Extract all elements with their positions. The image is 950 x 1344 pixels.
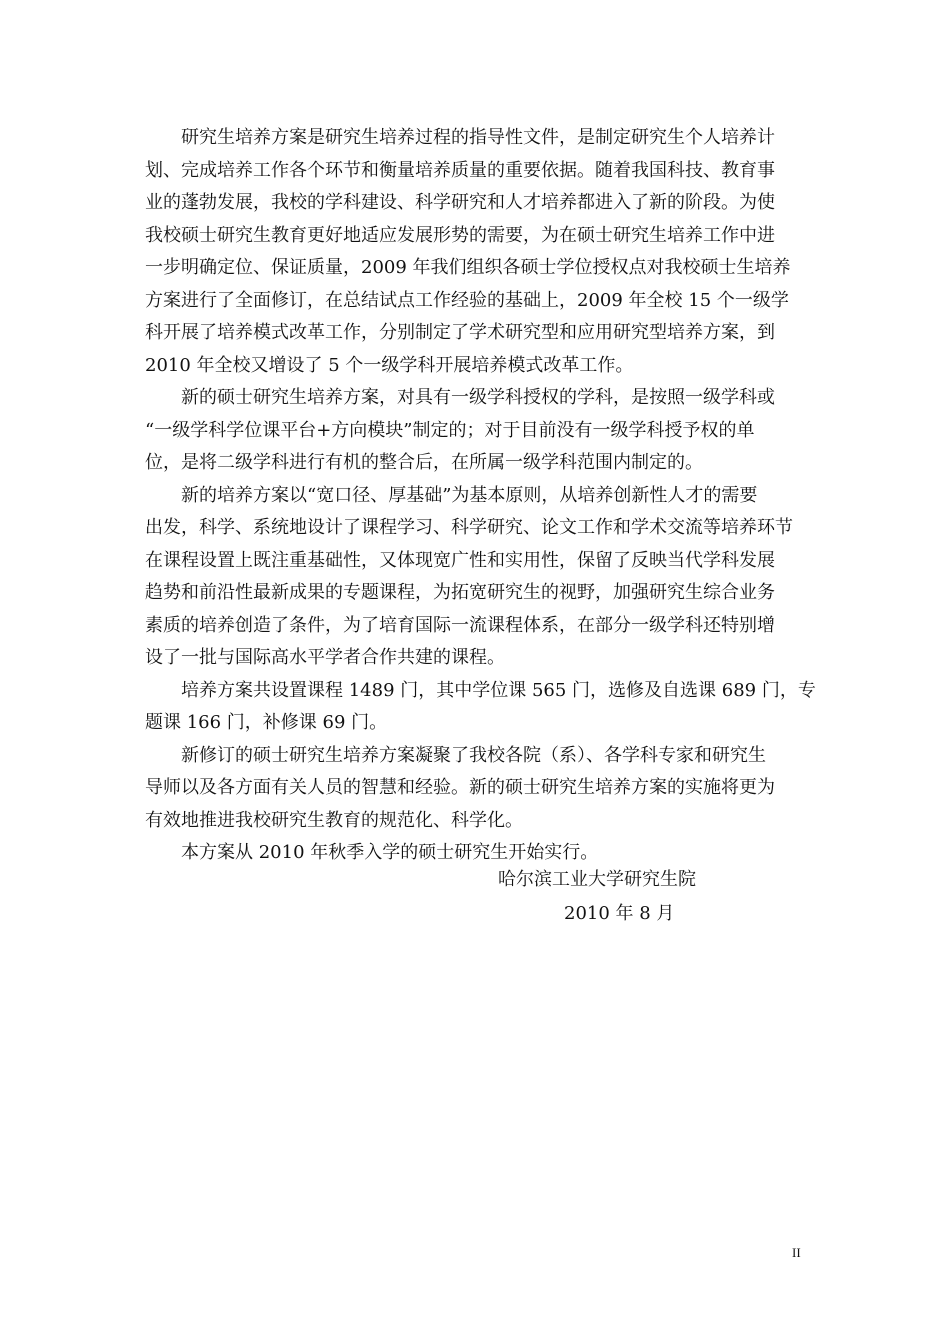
paragraph-line: 导师以及各方面有关人员的智慧和经验。新的硕士研究生培养方案的实施将更为 xyxy=(145,777,775,798)
paragraph-line: 有效地推进我校研究生教育的规范化、科学化。 xyxy=(145,809,523,831)
paragraph-line: 方案进行了全面修订，在总结试点工作经验的基础上，2009 年全校 15 个一级学 xyxy=(145,289,789,311)
paragraph-line: 设了一批与国际高水平学者合作共建的课程。 xyxy=(145,647,505,668)
body-text xyxy=(145,122,816,870)
paragraph-line: 题课 166 门，补修课 69 门。 xyxy=(145,712,388,733)
page-number: II xyxy=(792,1245,801,1260)
paragraph-line: 新修订的硕士研究生培养方案凝聚了我校各院（系）、各学科专家和研究生 xyxy=(181,744,766,766)
paragraph-line: 新的硕士研究生培养方案，对具有一级学科授权的学科，是按照一级学科或 xyxy=(181,387,775,408)
paragraph-line: 科开展了培养模式改革工作，分别制定了学术研究型和应用研究型培养方案，到 xyxy=(145,322,775,343)
paragraph-line: 2010 年全校又增设了 5 个一级学科开展培养模式改革工作。 xyxy=(145,354,634,376)
paragraph-line: 素质的培养创造了条件，为了培育国际一流课程体系，在部分一级学科还特别增 xyxy=(145,614,775,636)
signature-date: 2010 年 8 月 xyxy=(564,903,675,924)
paragraph-line: 一步明确定位、保证质量，2009 年我们组织各硕士学位授权点对我校硕士生培养 xyxy=(145,257,791,278)
paragraph-line: “一级学科学位课平台+方向模块”制定的；对于目前没有一级学科授予权的单 xyxy=(145,419,755,441)
paragraph-line: 本方案从 2010 年秋季入学的硕士研究生开始实行。 xyxy=(181,842,599,863)
paragraph-line: 划、完成培养工作各个环节和衡量培养质量的重要依据。随着我国科技、教育事 xyxy=(145,159,775,181)
paragraph-line: 趋势和前沿性最新成果的专题课程，为拓宽研究生的视野，加强研究生综合业务 xyxy=(145,582,775,603)
paragraph-line: 新的培养方案以“宽口径、厚基础”为基本原则，从培养创新性人才的需要 xyxy=(181,484,758,506)
paragraph-line: 业的蓬勃发展，我校的学科建设、科学研究和人才培养都进入了新的阶段。为使 xyxy=(145,192,775,213)
paragraph-line: 在课程设置上既注重基础性，又体现宽广性和实用性，保留了反映当代学科发展 xyxy=(145,549,775,571)
paragraph-line: 位，是将二级学科进行有机的整合后，在所属一级学科范围内制定的。 xyxy=(145,452,703,473)
paragraph-line: 研究生培养方案是研究生培养过程的指导性文件，是制定研究生个人培养计 xyxy=(181,127,775,148)
signature-organization: 哈尔滨工业大学研究生院 xyxy=(498,869,696,890)
paragraph-line: 培养方案共设置课程 1489 门，其中学位课 565 门，选修及自选课 689 门，专 xyxy=(181,679,816,701)
paragraph-line: 出发，科学、系统地设计了课程学习、科学研究、论文工作和学术交流等培养环节 xyxy=(145,517,793,538)
paragraph-line: 我校硕士研究生教育更好地适应发展形势的需要，为在硕士研究生培养工作中进 xyxy=(145,224,775,246)
